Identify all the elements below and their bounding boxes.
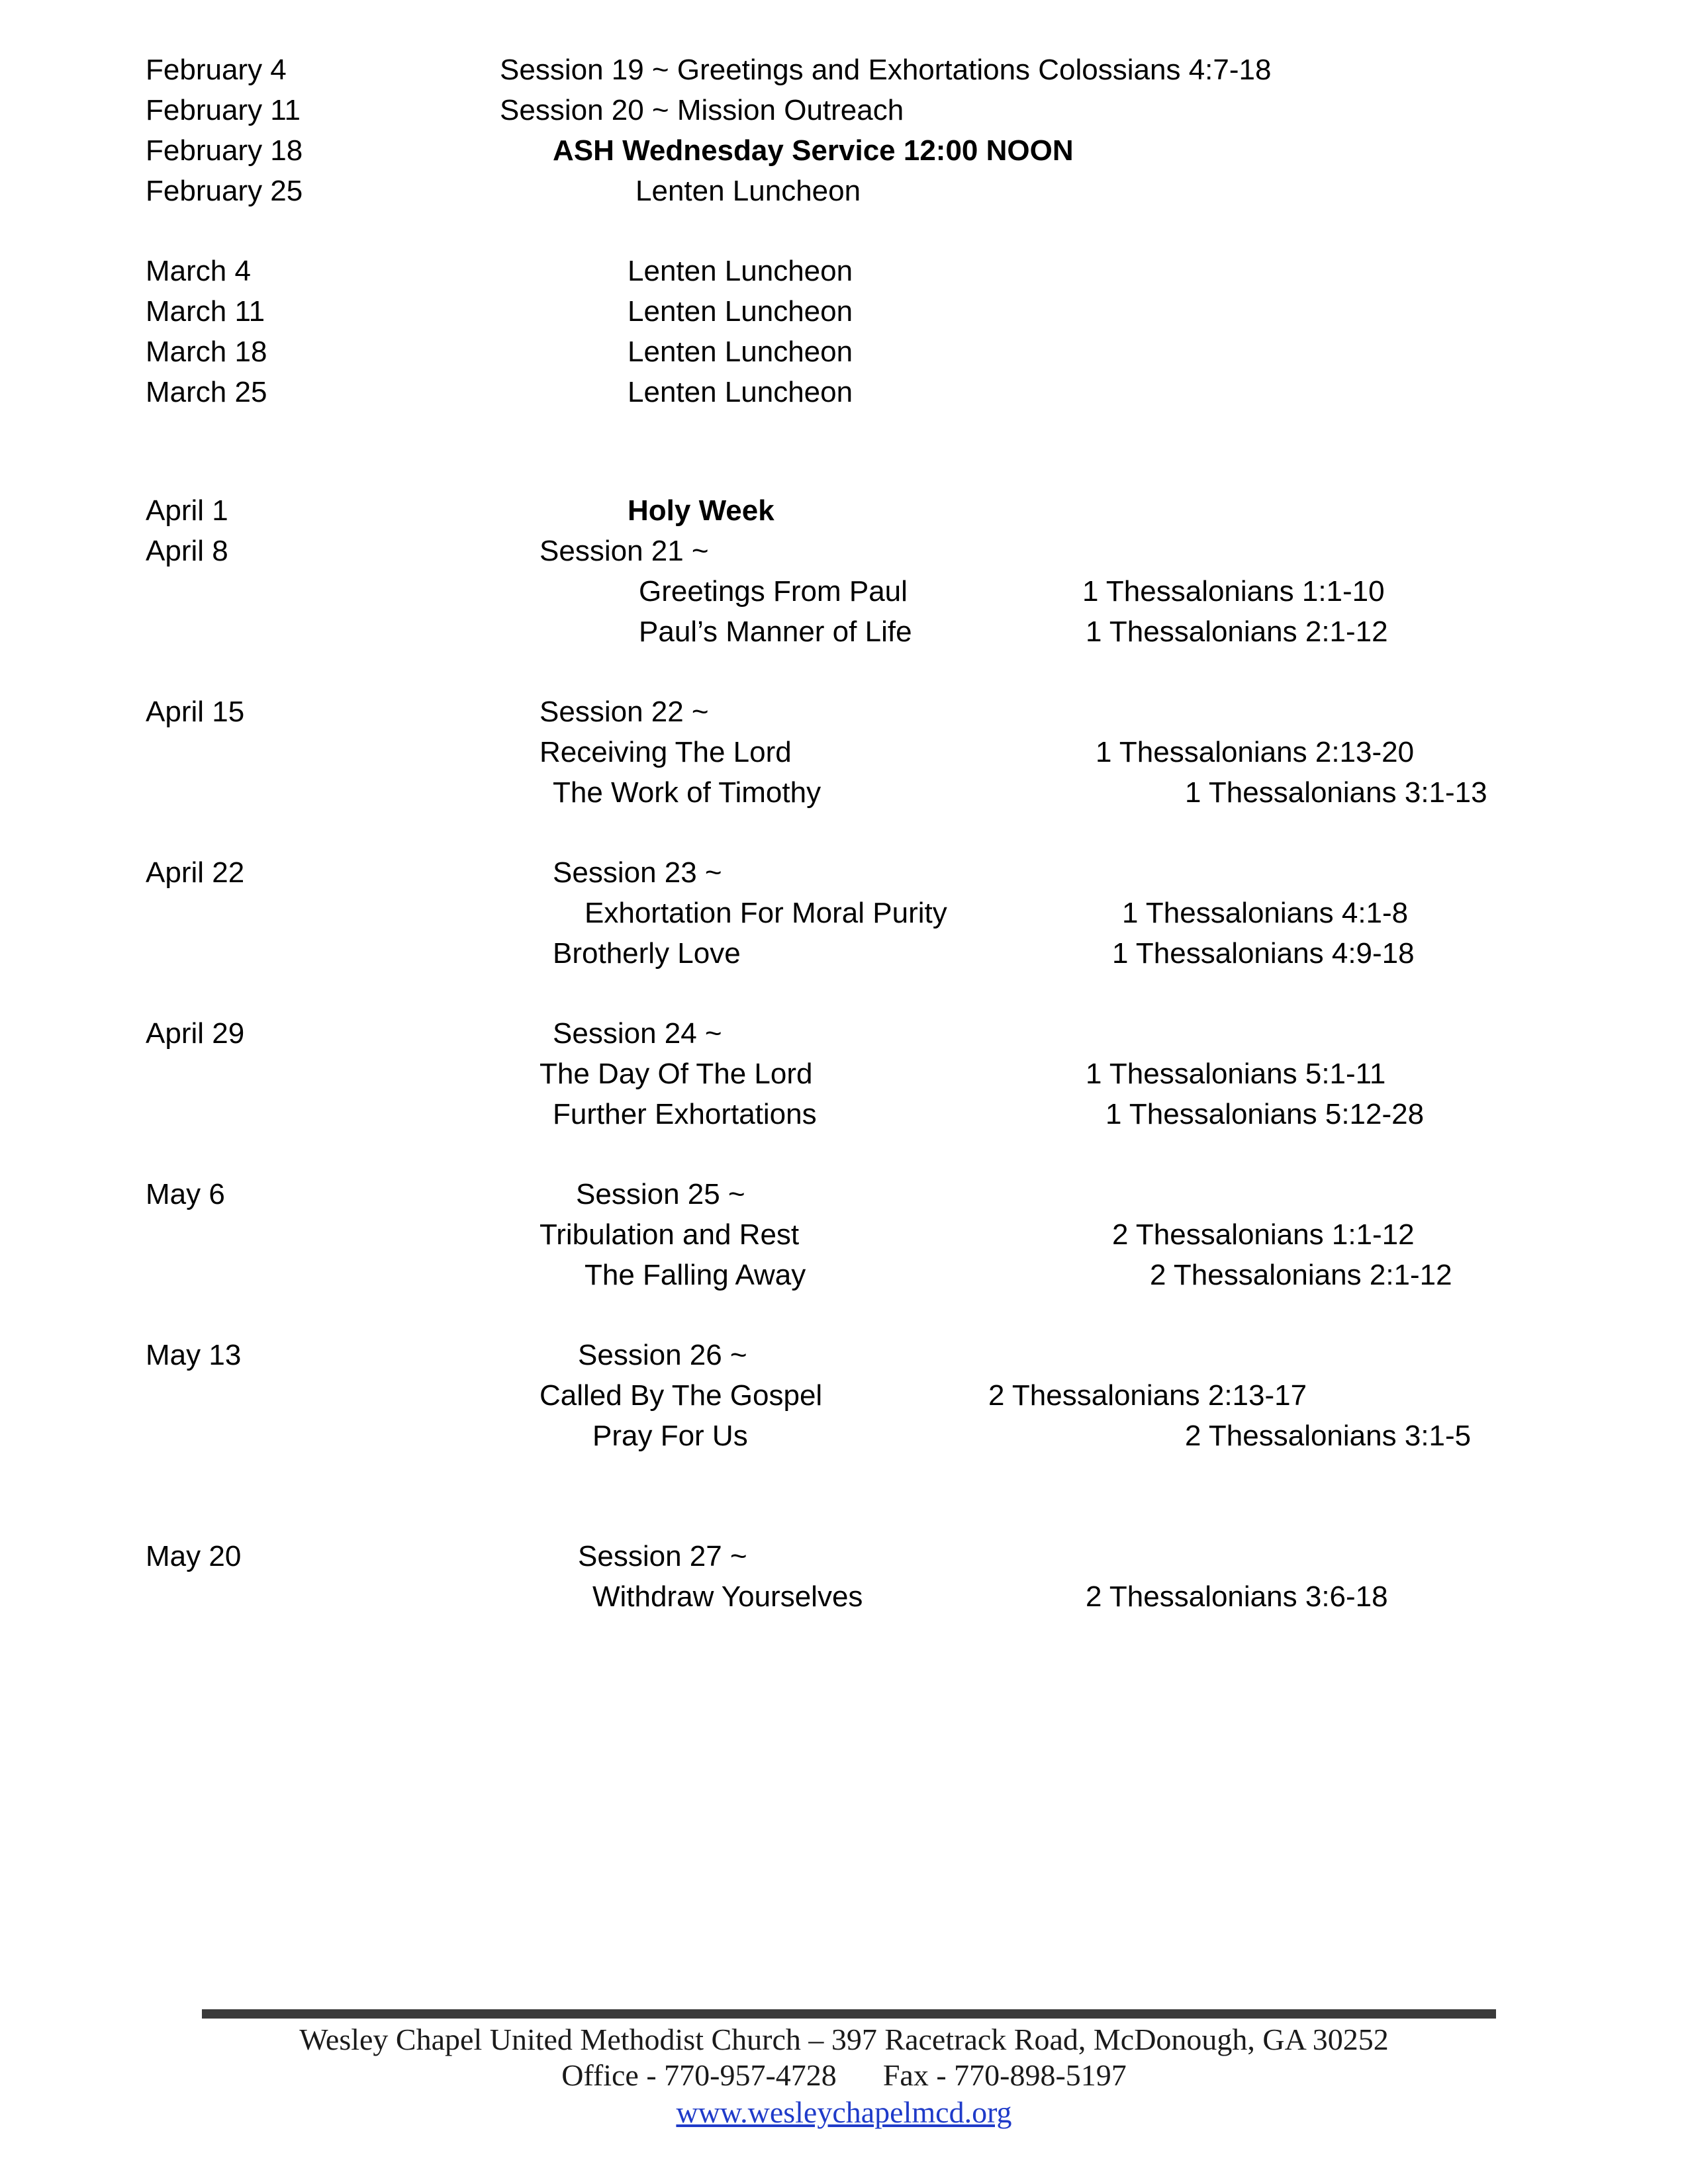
topic-may-20-1: Withdraw Yourselves bbox=[592, 1580, 863, 1613]
footer-contact bbox=[0, 2057, 1688, 2094]
date-mar-18: March 18 bbox=[146, 336, 267, 368]
ref-apr-8-1: 1 Thessalonians 1:1-10 bbox=[1082, 575, 1385, 608]
date-feb-18: February 18 bbox=[146, 134, 303, 167]
ref-apr-29-1: 1 Thessalonians 5:1-11 bbox=[1086, 1058, 1386, 1090]
topic-may-13-1: Called By The Gospel bbox=[539, 1379, 823, 1412]
event-feb-25: Lenten Luncheon bbox=[635, 175, 861, 207]
topic-may-6-2: The Falling Away bbox=[585, 1259, 806, 1291]
ref-may-13-2: 2 Thessalonians 3:1-5 bbox=[1185, 1420, 1472, 1452]
ref-apr-15-2: 1 Thessalonians 3:1-13 bbox=[1185, 776, 1487, 809]
event-mar-4: Lenten Luncheon bbox=[628, 255, 853, 287]
date-mar-11: March 11 bbox=[146, 295, 265, 328]
topic-apr-8-2: Paul’s Manner of Life bbox=[639, 615, 912, 648]
session-27: Session 27 ~ bbox=[578, 1540, 747, 1572]
ref-may-6-2: 2 Thessalonians 2:1-12 bbox=[1150, 1259, 1452, 1291]
ref-apr-22-2: 1 Thessalonians 4:9-18 bbox=[1112, 937, 1415, 970]
topic-may-6-1: Tribulation and Rest bbox=[539, 1218, 800, 1251]
footer-address: Wesley Chapel United Methodist Church – 397 Racetrack Road, McDonough, GA 30252 bbox=[299, 2023, 1389, 2056]
event-mar-11: Lenten Luncheon bbox=[628, 295, 853, 328]
topic-apr-29-1: The Day Of The Lord bbox=[539, 1058, 813, 1090]
topic-apr-15-2: The Work of Timothy bbox=[553, 776, 821, 809]
date-may-13: May 13 bbox=[146, 1339, 242, 1371]
ref-apr-22-1: 1 Thessalonians 4:1-8 bbox=[1122, 897, 1409, 929]
session-23: Session 23 ~ bbox=[553, 856, 722, 889]
ref-apr-29-2: 1 Thessalonians 5:12-28 bbox=[1105, 1098, 1425, 1130]
date-may-6: May 6 bbox=[146, 1178, 225, 1210]
website-link[interactable]: www.wesleychapelmcd.org bbox=[676, 2095, 1012, 2129]
session-25: Session 25 ~ bbox=[576, 1178, 745, 1210]
ref-may-6-1: 2 Thessalonians 1:1-12 bbox=[1112, 1218, 1415, 1251]
date-apr-1: April 1 bbox=[146, 494, 228, 527]
session-24: Session 24 ~ bbox=[553, 1017, 722, 1050]
event-feb-4: Session 19 ~ Greetings and Exhortations Colossians 4:7-18 bbox=[500, 54, 1272, 86]
topic-apr-15-1: Receiving The Lord bbox=[539, 736, 792, 768]
date-apr-29: April 29 bbox=[146, 1017, 245, 1050]
date-feb-11: February 11 bbox=[146, 94, 301, 126]
footer-website-line bbox=[0, 2094, 1688, 2131]
date-may-20: May 20 bbox=[146, 1540, 242, 1572]
date-mar-4: March 4 bbox=[146, 255, 251, 287]
topic-apr-8-1: Greetings From Paul bbox=[639, 575, 908, 608]
date-feb-4: February 4 bbox=[146, 54, 287, 86]
date-feb-25: February 25 bbox=[146, 175, 303, 207]
event-mar-25: Lenten Luncheon bbox=[628, 376, 853, 408]
topic-apr-29-2: Further Exhortations bbox=[553, 1098, 817, 1130]
date-apr-15: April 15 bbox=[146, 696, 245, 728]
footer-divider bbox=[202, 2009, 1496, 2019]
date-mar-25: March 25 bbox=[146, 376, 267, 408]
date-apr-22: April 22 bbox=[146, 856, 245, 889]
event-apr-1: Holy Week bbox=[628, 494, 774, 527]
ref-may-20-1: 2 Thessalonians 3:6-18 bbox=[1086, 1580, 1388, 1613]
topic-apr-22-1: Exhortation For Moral Purity bbox=[585, 897, 947, 929]
ref-apr-8-2: 1 Thessalonians 2:1-12 bbox=[1086, 615, 1388, 648]
ref-may-13-1: 2 Thessalonians 2:13-17 bbox=[988, 1379, 1307, 1412]
ref-apr-15-1: 1 Thessalonians 2:13-20 bbox=[1096, 736, 1415, 768]
topic-apr-22-2: Brotherly Love bbox=[553, 937, 741, 970]
event-feb-18: ASH Wednesday Service 12:00 NOON bbox=[553, 134, 1074, 167]
session-22: Session 22 ~ bbox=[539, 696, 709, 728]
session-26: Session 26 ~ bbox=[578, 1339, 747, 1371]
event-feb-11: Session 20 ~ Mission Outreach bbox=[500, 94, 904, 126]
topic-may-13-2: Pray For Us bbox=[592, 1420, 748, 1452]
date-apr-8: April 8 bbox=[146, 535, 228, 567]
footer-office: Office - 770-957-4728 bbox=[561, 2058, 837, 2092]
session-21: Session 21 ~ bbox=[539, 535, 709, 567]
event-mar-18: Lenten Luncheon bbox=[628, 336, 853, 368]
footer-fax: Fax - 770-898-5197 bbox=[882, 2058, 1127, 2092]
